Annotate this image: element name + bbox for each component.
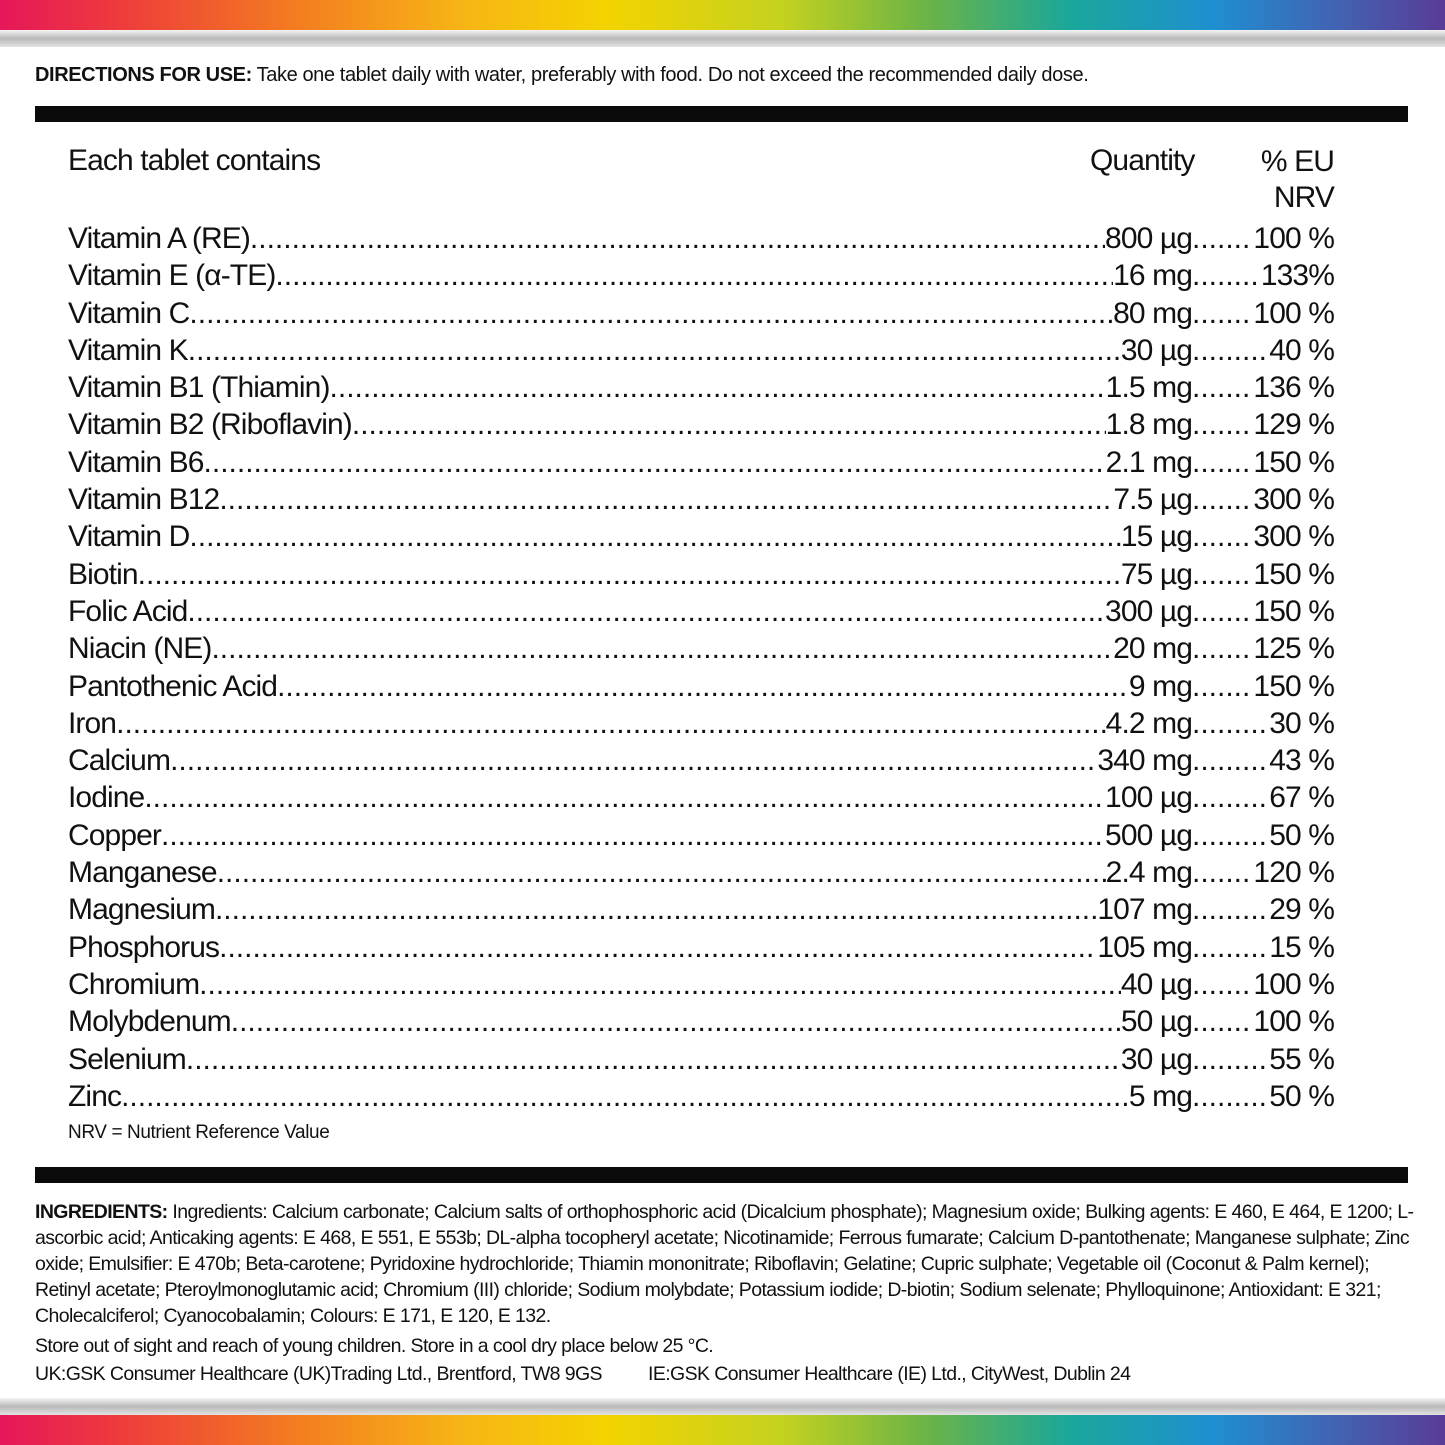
nutrient-name: Selenium xyxy=(68,1042,186,1076)
leader-dots xyxy=(1192,705,1269,742)
nrv-cell xyxy=(1192,854,1334,891)
table-row xyxy=(68,966,1334,1003)
nutrient-name: Vitamin B6 xyxy=(68,445,204,479)
nutrient-nrv: 40 % xyxy=(1269,333,1334,367)
nutrient-nrv: 300 % xyxy=(1253,483,1334,517)
leader-dots xyxy=(219,481,1113,518)
nutrient-quantity: 4.2 mg xyxy=(1105,706,1192,740)
nrv-cell xyxy=(1192,966,1334,1003)
storage-text: Store out of sight and reach of young children. Store in a cool dry place below 25 °C. xyxy=(35,1335,714,1357)
nrv-cell xyxy=(1192,742,1334,779)
table-row xyxy=(68,668,1334,705)
address-ie: IE:GSK Consumer Healthcare (IE) Ltd., CityWest, Dublin 24 xyxy=(648,1363,1131,1385)
nutrient-nrv: 300 % xyxy=(1253,520,1334,554)
nutrient-nrv: 100 % xyxy=(1253,967,1334,1001)
leader-dots xyxy=(1192,332,1269,369)
nutrient-nrv: 29 % xyxy=(1269,893,1334,927)
address-uk: UK:GSK Consumer Healthcare (UK)Trading Ltd., Brentford, TW8 9GS xyxy=(35,1363,602,1385)
table-row xyxy=(68,369,1334,406)
leader-dots xyxy=(170,742,1097,779)
leader-dots xyxy=(250,220,1105,257)
nutrient-name: Vitamin E (α-TE) xyxy=(68,259,276,293)
nutrient-name: Niacin (NE) xyxy=(68,632,212,666)
nutrient-name: Iodine xyxy=(68,781,145,815)
leader-dots xyxy=(1192,1041,1269,1078)
nutrient-quantity: 105 mg xyxy=(1097,930,1192,964)
nutrient-name: Iron xyxy=(68,706,117,740)
nutrient-quantity: 80 mg xyxy=(1113,296,1192,330)
nutrient-nrv: 120 % xyxy=(1253,856,1334,890)
table-row xyxy=(68,705,1334,742)
nutrient-nrv: 133% xyxy=(1260,259,1334,293)
directions-label: DIRECTIONS FOR USE: xyxy=(35,64,252,86)
directions-for-use xyxy=(35,64,1415,87)
table-row xyxy=(68,817,1334,854)
nrv-cell xyxy=(1192,220,1334,257)
divider-top xyxy=(35,106,1408,122)
table-row xyxy=(68,518,1334,555)
table-row xyxy=(68,406,1334,443)
nutrient-name: Zinc xyxy=(68,1079,122,1113)
silver-band-top xyxy=(0,30,1445,47)
leader-dots xyxy=(188,332,1121,369)
leader-dots xyxy=(1192,891,1269,928)
leader-dots xyxy=(1192,556,1253,593)
leader-dots xyxy=(352,406,1106,443)
table-row xyxy=(68,1003,1334,1040)
table-row xyxy=(68,1041,1334,1078)
leader-dots xyxy=(121,1078,1129,1115)
nutrient-rows xyxy=(68,220,1334,1115)
nutrient-nrv: 50 % xyxy=(1269,1079,1334,1113)
nrv-cell xyxy=(1192,556,1334,593)
nrv-cell xyxy=(1192,257,1334,294)
leader-dots xyxy=(1192,257,1261,294)
nutrient-quantity: 100 µg xyxy=(1105,781,1192,815)
nutrient-name: Vitamin C xyxy=(68,296,190,330)
nutrient-quantity: 15 µg xyxy=(1120,520,1192,554)
table-row xyxy=(68,929,1334,966)
leader-dots xyxy=(1192,593,1253,630)
leader-dots xyxy=(1192,630,1253,667)
nutrient-name: Chromium xyxy=(68,967,200,1001)
nutrient-quantity: 30 µg xyxy=(1120,1042,1192,1076)
leader-dots xyxy=(1192,220,1253,257)
directions-text: Take one tablet daily with water, preferably with food. Do not exceed the recommended daily dose. xyxy=(251,64,1089,86)
leader-dots xyxy=(1192,854,1253,891)
leader-dots xyxy=(186,1041,1121,1078)
ingredients-list: Ingredients: Calcium carbonate; Calcium salts of orthophosphoric acid (Dicalcium phosphate); Magnesium oxide; Bulking agents: E 460, E 464, E 1200; L-ascorbic acid; Anticaking agents: E 468, E 551, E 553b; DL-alpha tocopheryl acetate; Nicotinamide; Ferrous fumarate; Calcium D-pantothenate; Manganese sulphate; Zinc oxide; Emulsifier: E 470b; Beta-carotene; Pyridoxine hydrochloride; Thiamin mononitrate; Riboflavin; Gelatine; Cupric sulphate; Vegetable oil (Coconut & Palm kernel); Retinyl acetate; Pteroylmonoglutamic acid; Chromium (III) chloride; Sodium molybdate; Potassium iodide; D-biotin; Sodium selenate; Phylloquinone; Antioxidant: E 321; Cholecalciferol; Cyanocobalamin; Colours: E 171, E 120, E 132. xyxy=(35,1201,1414,1327)
nutrient-quantity: 2.1 mg xyxy=(1105,445,1192,479)
nutrient-name: Vitamin D xyxy=(68,520,190,554)
nutrient-nrv: 55 % xyxy=(1269,1042,1334,1076)
nutrient-quantity: 50 µg xyxy=(1120,1005,1192,1039)
table-row xyxy=(68,742,1334,779)
nrv-cell xyxy=(1192,406,1334,443)
nutrient-nrv: 15 % xyxy=(1269,930,1334,964)
nutrient-quantity: 30 µg xyxy=(1120,333,1192,367)
leader-dots xyxy=(138,556,1121,593)
nutrient-name: Vitamin A (RE) xyxy=(68,222,250,255)
leader-dots xyxy=(219,929,1097,966)
nutrient-nrv: 150 % xyxy=(1253,669,1334,703)
leader-dots xyxy=(1192,518,1253,555)
header-nrv: % EU NRV xyxy=(1260,145,1334,214)
nutrient-nrv: 125 % xyxy=(1253,632,1334,666)
nrv-cell xyxy=(1192,444,1334,481)
nutrient-quantity: 75 µg xyxy=(1120,557,1192,591)
header-quantity: Quantity xyxy=(1090,144,1195,177)
leader-dots xyxy=(1192,929,1269,966)
leader-dots xyxy=(1192,779,1269,816)
nrv-cell xyxy=(1192,779,1334,816)
leader-dots xyxy=(199,966,1121,1003)
leader-dots xyxy=(1192,817,1269,854)
nrv-cell xyxy=(1192,1003,1334,1040)
nutrient-name: Vitamin B1 (Thiamin) xyxy=(68,371,330,405)
nutrient-nrv: 67 % xyxy=(1269,781,1334,815)
table-row xyxy=(68,556,1334,593)
leader-dots xyxy=(1192,295,1253,332)
nutrient-quantity: 1.8 mg xyxy=(1105,408,1192,442)
nutrient-name: Manganese xyxy=(68,856,217,890)
nutrient-nrv: 100 % xyxy=(1253,296,1334,330)
nutrient-quantity: 16 mg xyxy=(1113,259,1192,293)
nutrient-quantity: 500 µg xyxy=(1105,818,1192,852)
table-header xyxy=(68,144,1334,220)
nrv-cell xyxy=(1192,1078,1334,1115)
table-row xyxy=(68,295,1334,332)
nrv-cell xyxy=(1192,668,1334,705)
leader-dots xyxy=(1192,1078,1269,1115)
nutrient-quantity: 5 mg xyxy=(1128,1079,1192,1113)
leader-dots xyxy=(1192,668,1253,705)
table-row xyxy=(68,481,1334,518)
nutrient-nrv: 136 % xyxy=(1253,371,1334,405)
leader-dots xyxy=(144,779,1105,816)
nutrient-name: Phosphorus xyxy=(68,930,220,964)
nutrient-name: Copper xyxy=(68,818,161,852)
nutrient-quantity: 40 µg xyxy=(1120,967,1192,1001)
nrv-cell xyxy=(1192,295,1334,332)
nutrient-quantity: 9 mg xyxy=(1128,669,1192,703)
nutrient-quantity: 20 mg xyxy=(1113,632,1192,666)
leader-dots xyxy=(161,817,1105,854)
nrv-cell xyxy=(1192,481,1334,518)
leader-dots xyxy=(1192,369,1253,406)
nutrient-quantity: 107 mg xyxy=(1097,893,1192,927)
table-row xyxy=(68,444,1334,481)
nrv-cell xyxy=(1192,369,1334,406)
nutrient-name: Magnesium xyxy=(68,893,215,927)
leader-dots xyxy=(215,891,1097,928)
nrv-cell xyxy=(1192,630,1334,667)
nrv-cell xyxy=(1192,705,1334,742)
nutrient-name: Biotin xyxy=(68,557,138,591)
nrv-cell xyxy=(1192,891,1334,928)
nrv-cell xyxy=(1192,817,1334,854)
leader-dots xyxy=(231,1003,1121,1040)
ingredients-label: INGREDIENTS: xyxy=(35,1201,168,1223)
leader-dots xyxy=(116,705,1106,742)
nutrient-quantity: 800 µg xyxy=(1105,222,1192,255)
nutrient-nrv: 150 % xyxy=(1253,594,1334,628)
table-row xyxy=(68,1078,1334,1115)
leader-dots xyxy=(189,295,1113,332)
nutrient-quantity: 1.5 mg xyxy=(1105,371,1192,405)
nutrient-name: Pantothenic Acid xyxy=(68,669,278,703)
rainbow-band-bottom xyxy=(0,1415,1445,1445)
leader-dots xyxy=(1192,966,1253,1003)
table-row xyxy=(68,854,1334,891)
nutrient-nrv: 30 % xyxy=(1269,706,1334,740)
table-row xyxy=(68,891,1334,928)
leader-dots xyxy=(189,518,1120,555)
nutrient-nrv: 43 % xyxy=(1269,744,1334,778)
leader-dots xyxy=(187,593,1105,630)
nutrient-nrv: 50 % xyxy=(1269,818,1334,852)
nutrient-name: Molybdenum xyxy=(68,1005,231,1039)
leader-dots xyxy=(1192,1003,1253,1040)
header-each-tablet: Each tablet contains xyxy=(68,144,321,177)
nutrient-nrv: 150 % xyxy=(1253,445,1334,479)
leader-dots xyxy=(217,854,1106,891)
nutrient-nrv: 150 % xyxy=(1253,557,1334,591)
leader-dots xyxy=(1192,481,1253,518)
divider-bottom xyxy=(35,1167,1408,1183)
nrv-cell xyxy=(1192,1041,1334,1078)
leader-dots xyxy=(1192,444,1253,481)
nutrition-table xyxy=(68,144,1334,1115)
nutrient-name: Vitamin B2 (Riboflavin) xyxy=(68,408,352,442)
leader-dots xyxy=(204,444,1106,481)
leader-dots xyxy=(211,630,1113,667)
nutrient-name: Folic Acid xyxy=(68,594,188,628)
leader-dots xyxy=(275,257,1113,294)
nutrient-nrv: 100 % xyxy=(1253,1005,1334,1039)
table-row xyxy=(68,332,1334,369)
nrv-footnote: NRV = Nutrient Reference Value xyxy=(68,1122,330,1143)
leader-dots xyxy=(277,668,1129,705)
nrv-cell xyxy=(1192,332,1334,369)
nutrient-name: Calcium xyxy=(68,744,171,778)
leader-dots xyxy=(1192,406,1253,443)
nutrient-quantity: 2.4 mg xyxy=(1105,856,1192,890)
rainbow-band-top xyxy=(0,0,1445,30)
nutrient-nrv: 129 % xyxy=(1253,408,1334,442)
nutrient-name: Vitamin B12 xyxy=(68,483,220,517)
nutrient-quantity: 300 µg xyxy=(1105,594,1192,628)
table-row xyxy=(68,630,1334,667)
table-row xyxy=(68,593,1334,630)
silver-band-bottom xyxy=(0,1398,1445,1415)
nrv-cell xyxy=(1192,929,1334,966)
ingredients-text xyxy=(35,1199,1420,1329)
leader-dots xyxy=(1192,742,1269,779)
nrv-cell xyxy=(1192,593,1334,630)
table-row xyxy=(68,257,1334,294)
nutrient-quantity: 340 mg xyxy=(1097,744,1192,778)
leader-dots xyxy=(330,369,1106,406)
nutrient-quantity: 7.5 µg xyxy=(1113,483,1192,517)
nutrient-nrv: 100 % xyxy=(1253,222,1334,255)
table-row xyxy=(68,779,1334,816)
table-row xyxy=(68,220,1334,257)
nrv-cell xyxy=(1192,518,1334,555)
nutrient-name: Vitamin K xyxy=(68,333,188,367)
